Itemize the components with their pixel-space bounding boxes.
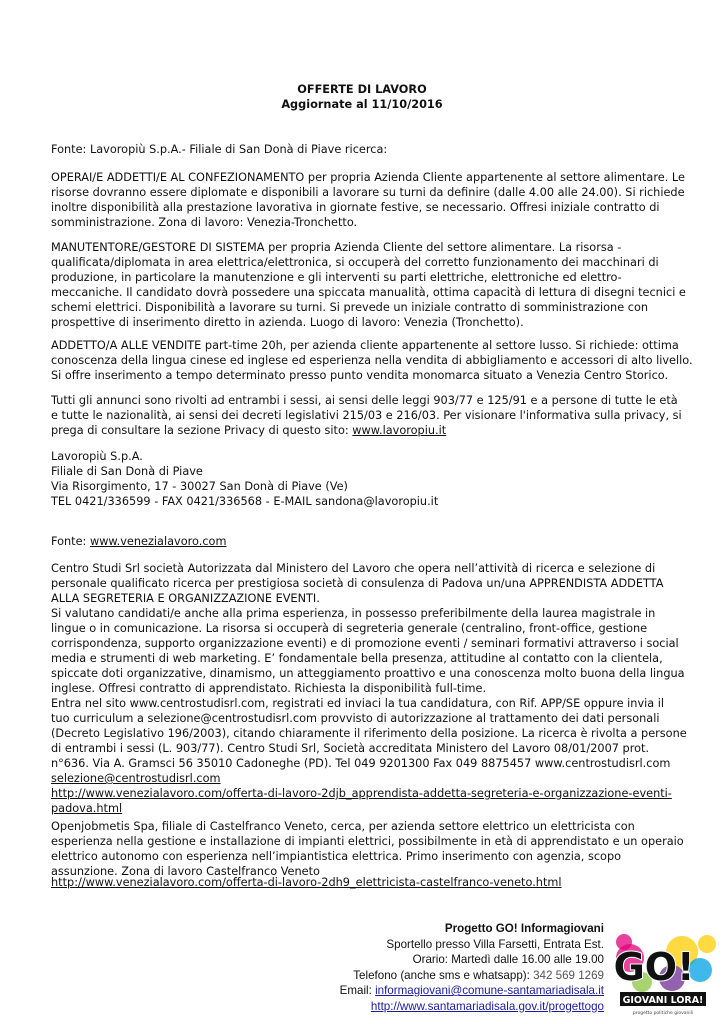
website-link[interactable]: http://www.santamariadisala.gov.it/progettogo	[370, 999, 604, 1013]
logo-text: GO!	[613, 945, 695, 989]
page-subtitle: Aggiornate al 11/10/2016	[281, 98, 443, 111]
text-line: meccaniche. Il candidato dovrà possedere una spiccata manualità, ottima capacità di lettura di disegni tecnici e	[51, 286, 686, 299]
text-line: assunzione. Zona di lavoro Castelfranco Veneto	[51, 865, 320, 878]
text-line: Centro Studi Srl società Autorizzata dal Ministero del Lavoro che opera nell’attività di ricerca e selezione di	[51, 562, 656, 575]
text-line: MANUTENTORE/GESTORE DI SISTEMA per propria Azienda Cliente del settore alimentare. La risorsa -	[51, 241, 622, 254]
text-line: Entra nel sito www.centrostudisrl.com, registrati ed inviaci la tua candidatura, con Rif. APP/SE oppure invia il	[51, 697, 665, 710]
text-line: Via Risorgimento, 17 - 30027 San Donà di Piave (Ve)	[51, 480, 348, 493]
text-line: OPERAI/E ADDETTI/E AL CONFEZIONAMENTO per propria Azienda Cliente appartenente al settore alimentare. Le	[51, 171, 685, 184]
text-line: Tutti gli annunci sono rivolti ad entrambi i sessi, ai sensi delle leggi 903/77 e 125/91 e a persone di tutte le età	[51, 394, 678, 407]
footer-info	[340, 921, 604, 1014]
text-line: schemi elettrici. Disponibilità a lavorare su turni. Si prevede un iniziale contratto di somministrazione con	[51, 301, 649, 314]
text-line: di entrambi i sessi (L. 903/77). Centro Studi Srl, Società accreditata Ministero del Lavoro 08/01/2007 prot.	[51, 742, 650, 755]
text-line: lingue o in comunicazione. La risorsa si occuperà di segreteria generale (centralino, front-office, gestione	[51, 622, 648, 635]
text-line: produzione, in particolare la manutenzione e gli interventi su parti elettriche, elettroniche ed elettro-	[51, 271, 622, 284]
text-line: qualificata/diplomata in area elettrica/elettronica, si occuperà del corretto funzionamento dei macchinari di	[51, 256, 659, 269]
offer-apprendista-links[interactable]	[51, 771, 679, 816]
text-line: prospettive di inserimento diretto in azienda. Luogo di lavoro: Venezia (Tronchetto).	[51, 316, 524, 329]
privacy-notice	[51, 393, 682, 438]
venezialavoro-link[interactable]: www.venezialavoro.com	[89, 535, 227, 548]
email-link[interactable]: informagiovani@comune-santamariadisala.it	[375, 984, 604, 997]
text-line: media e strumenti di web marketing. E’ fondamentale bella presenza, attitudine al contatto con la clientela,	[51, 652, 663, 665]
text-line: TEL 0421/336599 - FAX 0421/336568 - E-MAIL sandona@lavoropiu.it	[51, 495, 439, 508]
text-line: elettrico autonomo con esperienza nell’impiantistica elettrica. Primo inserimento con agenzia, scopo	[51, 850, 622, 863]
go-giovani-logo	[612, 930, 718, 1020]
text-line: Openjobmetis Spa, filiale di Castelfranco Veneto, cerca, per azienda settore elettrico un elettricista con	[51, 820, 635, 833]
logo-subtext: GIOVANI LORA!	[622, 995, 704, 1006]
text-line: risorse dovranno essere diplomate e disponibili a lavorare su turni da definire (dalle 4.00 alle 24.00). Si richiede	[51, 186, 685, 199]
text-line: inoltre disponibilità alla prestazione lavorativa in giornate festive, se necessario. Offresi iniziale contratto di	[51, 201, 660, 214]
footer-location: Sportello presso Villa Farsetti, Entrata Est.	[386, 937, 604, 951]
text-line: (Decreto Legislativo 196/2003), citando chiaramente il riferimento della posizione. La ricerca è rivolta a persone	[51, 727, 687, 740]
job-manutentore	[51, 240, 686, 330]
text-line: inglese. Offresi contratto di apprendistato. Richiesta la disponibilità full-time.	[51, 682, 487, 695]
privacy-last-line: prega di consultare la sezione Privacy di questo sito: www.lavoropiu.it	[51, 424, 447, 437]
footer-title: Progetto GO! Informagiovani	[444, 922, 604, 935]
lavoropiu-contact	[51, 449, 679, 509]
text-line: e tutte le nazionalità, ai sensi dei decreti legislativi 215/03 e 216/03. Per visionare l'informativa sulla privacy, si	[51, 409, 682, 422]
text-line: somministrazione. Zona di lavoro: Venezia-Tronchetto.	[51, 216, 358, 229]
job-operai	[51, 170, 685, 230]
job-addetto-vendite	[51, 338, 693, 383]
text-line[interactable]: padova.html	[51, 802, 123, 815]
page-title: OFFERTE DI LAVORO	[297, 83, 427, 96]
text-line: esperienza nella gestione e installazione di impianti elettrici, possibilmente in età di apprendistato e un operaio	[51, 835, 684, 848]
text-line: ALLA SEGRETERIA E ORGANIZZAZIONE EVENTI.	[51, 592, 320, 605]
text-line: corrispondenza, supporto organizzazione eventi) e di promozione eventi / seminari formativi attraverso i social	[51, 637, 679, 650]
text-line: tuo curriculum a selezione@centrostudisrl.com provvisto di autorizzazione al trattamento dei dati personali	[51, 712, 660, 725]
text-line: ADDETTO/A ALLE VENDITE part-time 20h, per azienda cliente appartenente al settore lusso. Si richiede: ottima	[51, 339, 679, 352]
text-line: conoscenza della lingua cinese ed inglese ed esperienza nella vendita di abbigliamento e accessori di alto livello.	[51, 354, 693, 367]
footer-hours: Orario: Martedì dalle 16.00 alle 19.00	[412, 953, 604, 966]
logo-caption: progetto politiche giovanili	[632, 1011, 694, 1016]
lavoropiu-source: Fonte: Lavoropiù S.p.A.- Filiale di San Donà di Piave ricerca:	[51, 143, 388, 156]
lavoropiu-link[interactable]: www.lavoropiu.it	[352, 424, 447, 437]
text-line[interactable]: http://www.venezialavoro.com/offerta-di-lavoro-2djb_apprendista-addetta-segreteria-e-organizzazione-eventi-	[51, 787, 672, 800]
venezialavoro-source: Fonte: www.venezialavoro.com	[51, 535, 227, 548]
text-line: Si valutano candidati/e anche alla prima esperienza, in possesso preferibilmente della laurea magistrale in	[51, 607, 656, 620]
text-line: spiccate doti organizzative, dinamismo, un atteggiamento proattivo e una conoscenza molto buona della lingua	[51, 667, 685, 680]
offer-elettricista	[51, 819, 684, 879]
logo-splash	[698, 935, 716, 953]
text-line[interactable]: selezione@centrostudisrl.com	[51, 772, 221, 785]
text-line: Si offre inserimento a tempo determinato presso punto vendita monomarca situato a Venezia Centro Storico.	[51, 369, 669, 382]
text-line: Filiale di San Donà di Piave	[51, 465, 203, 478]
offer-apprendista	[51, 561, 687, 771]
footer-phone: Telefono (anche sms e whatsapp): 342 569 1269	[353, 968, 604, 982]
text-line: Lavoropiù S.p.A.	[51, 450, 143, 463]
text-line: personale qualificato ricerca per prestigiosa società di consulenza di Padova un/una APPRENDISTA ADDETTA	[51, 577, 664, 590]
offer-elettricista-link: http://www.venezialavoro.com/offerta-di-lavoro-2dh9_elettricista-castelfranco-veneto.html	[51, 876, 562, 889]
text-line: n°636. Via A. Gramsci 56 35010 Cadoneghe (PD). Tel 049 9201300 Fax 049 8875457 www.centrostudisrl.com	[51, 757, 671, 770]
footer-email: Email: informagiovani@comune-santamariadisala.it	[339, 984, 604, 997]
